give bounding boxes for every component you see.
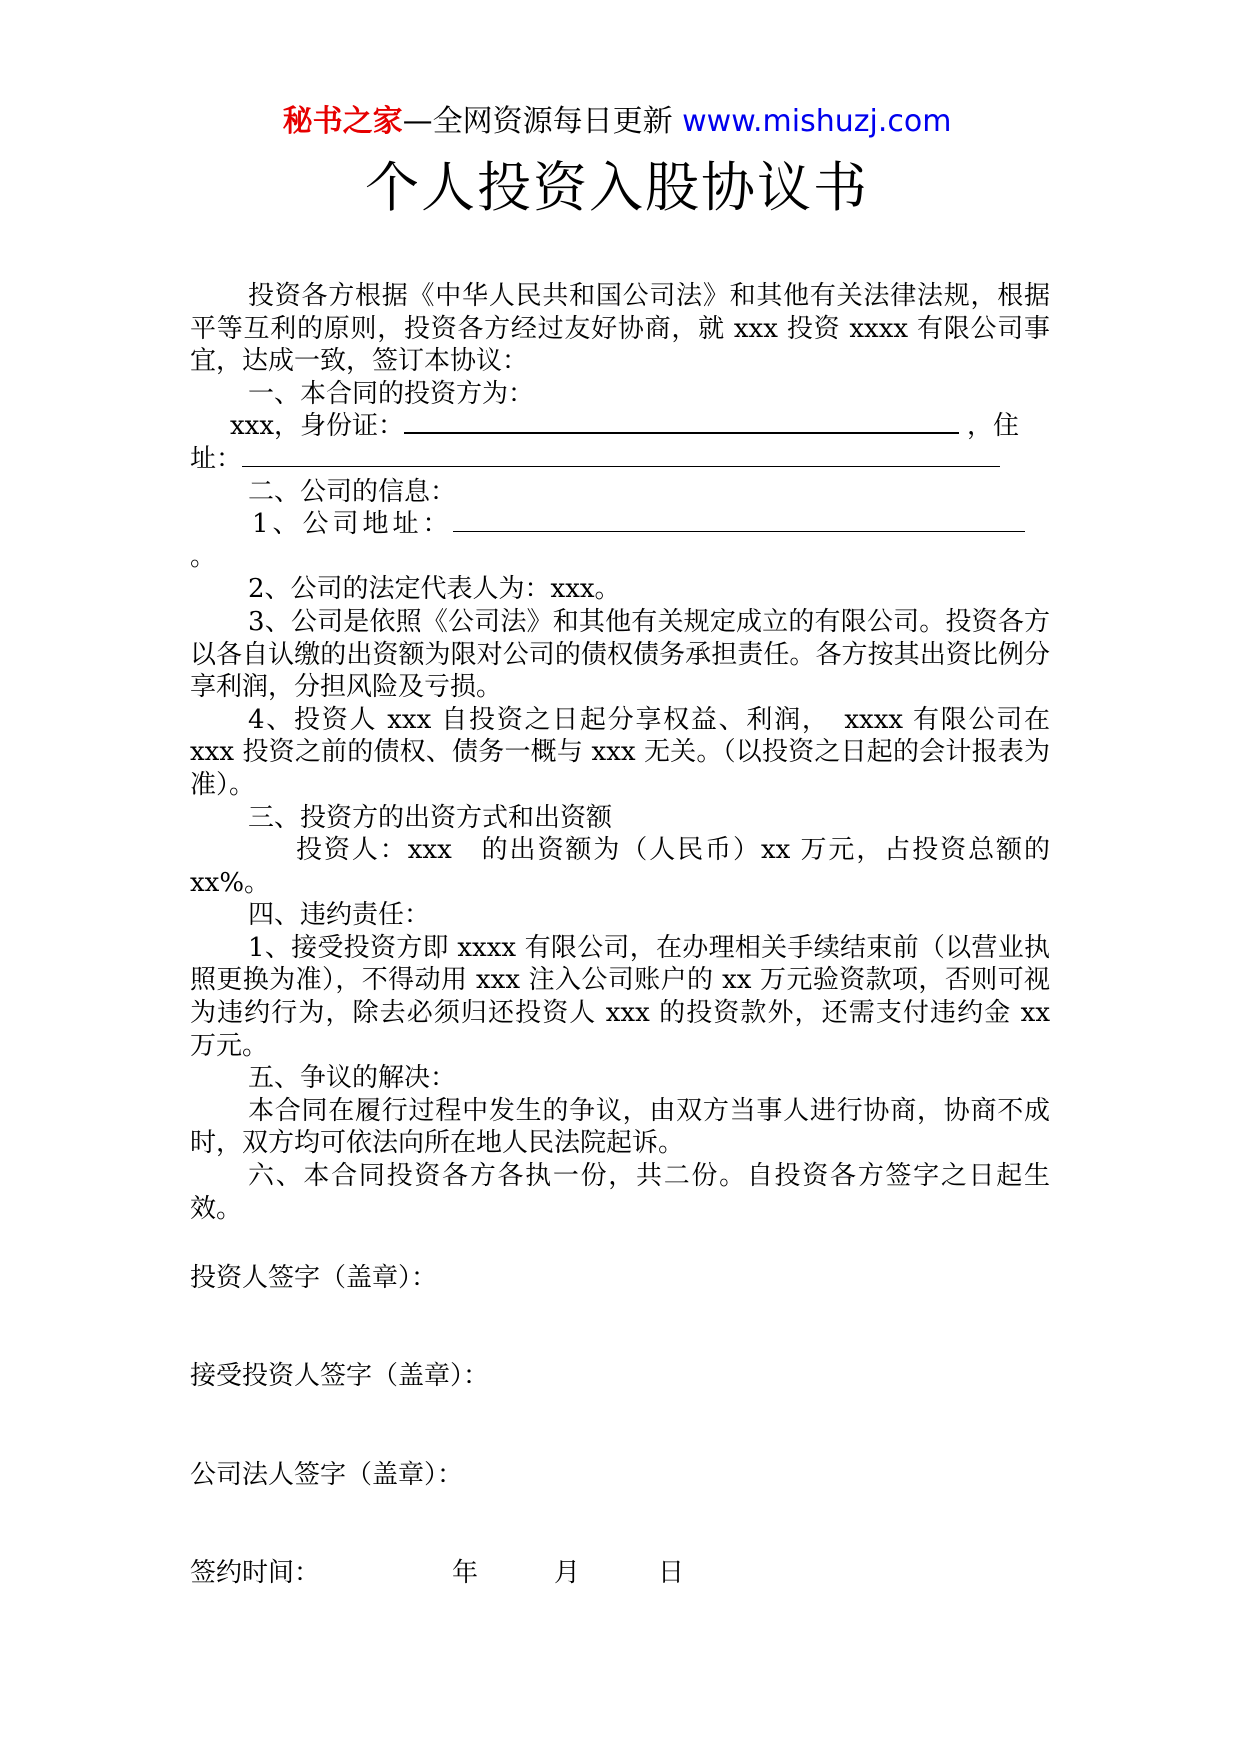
investor-signature-line: 投资人签字（盖章）： <box>190 1263 438 1293</box>
section-2-heading: 二、公司的信息： <box>248 476 457 507</box>
signing-date-line <box>190 1557 790 1591</box>
company-address-blank <box>453 511 1025 532</box>
section-6: 六、本合同投资各方各执一份，共二份。自投资各方签字之日起生效。 <box>190 1161 1050 1224</box>
section-1-heading: 一、本合同的投资方为： <box>248 378 535 409</box>
intro-paragraph: 投资各方根据《中华人民共和国公司法》和其他有关法律法规，根据平等互利的原则，投资各方经过友好协商，就 xxx 投资 xxxx 有限公司事宜，达成一致，签订本协议： <box>190 281 1050 377</box>
document-body <box>190 280 1077 1225</box>
section-4-heading: 四、违约责任： <box>248 900 431 931</box>
header-url-link[interactable]: www.mishuzj.com <box>682 104 952 139</box>
brand-name: 秘书之家 <box>282 104 403 139</box>
investor-id-line <box>190 410 1050 443</box>
document-title: 个人投资入股协议书 <box>365 156 869 219</box>
signing-date-label: 签约时间： <box>190 1558 321 1588</box>
investor-address-label-end: 址： <box>190 443 243 474</box>
section-3-body: 投资人：xxx 的出资额为（人民币）xx 万元，占投资总额的 xx%。 <box>190 835 1077 898</box>
investor-address-line <box>190 443 1050 476</box>
section-5-body: 本合同在履行过程中发生的争议，由双方当事人进行协商，协商不成时，双方均可依法向所在地人民法院起诉。 <box>190 1095 1050 1159</box>
investor-address-label-start: ，住 <box>967 411 1020 442</box>
site-header <box>0 102 1234 142</box>
section-4-item-1: 1、接受投资方即 xxxx 有限公司，在办理相关手续结束前（以营业执照更换为准），不得动用 xxx 注入公司账户的 xx 万元验资款项，否则可视为违约行为，除去必须归还投资人 xxx 的投资款外，还需支付违约金 xx 万元。 <box>190 932 1050 1061</box>
investor-id-label: xxx，身份证： <box>230 411 404 442</box>
section-3-heading: 三、投资方的出资方式和出资额 <box>248 802 613 833</box>
section-2-item-4: 4、投资人 xxx 自投资之日起分享权益、利润， xxxx 有限公司在 xxx 投资之前的债权、债务一概与 xxx 无关。（以投资之日起的会计报表为准）。 <box>190 704 1050 800</box>
header-slogan: —全网资源每日更新 <box>402 104 683 139</box>
company-address-label: 1、公司地址： <box>252 509 453 540</box>
receiver-signature-line: 接受投资人签字（盖章）： <box>190 1361 490 1391</box>
signing-day: 日 <box>658 1558 685 1588</box>
signing-month: 月 <box>554 1558 581 1588</box>
section-2-item-2: 2、公司的法定代表人为：xxx。 <box>248 574 621 605</box>
section-5-heading: 五、争议的解决： <box>248 1063 457 1094</box>
legal-rep-signature-line: 公司法人签字（盖章）： <box>190 1460 464 1490</box>
company-address-line <box>190 508 1050 541</box>
signing-year: 年 <box>452 1558 479 1588</box>
address-blank <box>242 446 1000 467</box>
company-address-end: 。 <box>190 541 217 572</box>
id-number-blank <box>404 412 959 434</box>
section-2-item-3: 3、公司是依照《公司法》和其他有关规定成立的有限公司。投资各方以各自认缴的出资额为限对公司的债权债务承担责任。各方按其出资比例分享利润，分担风险及亏损。 <box>190 606 1050 703</box>
